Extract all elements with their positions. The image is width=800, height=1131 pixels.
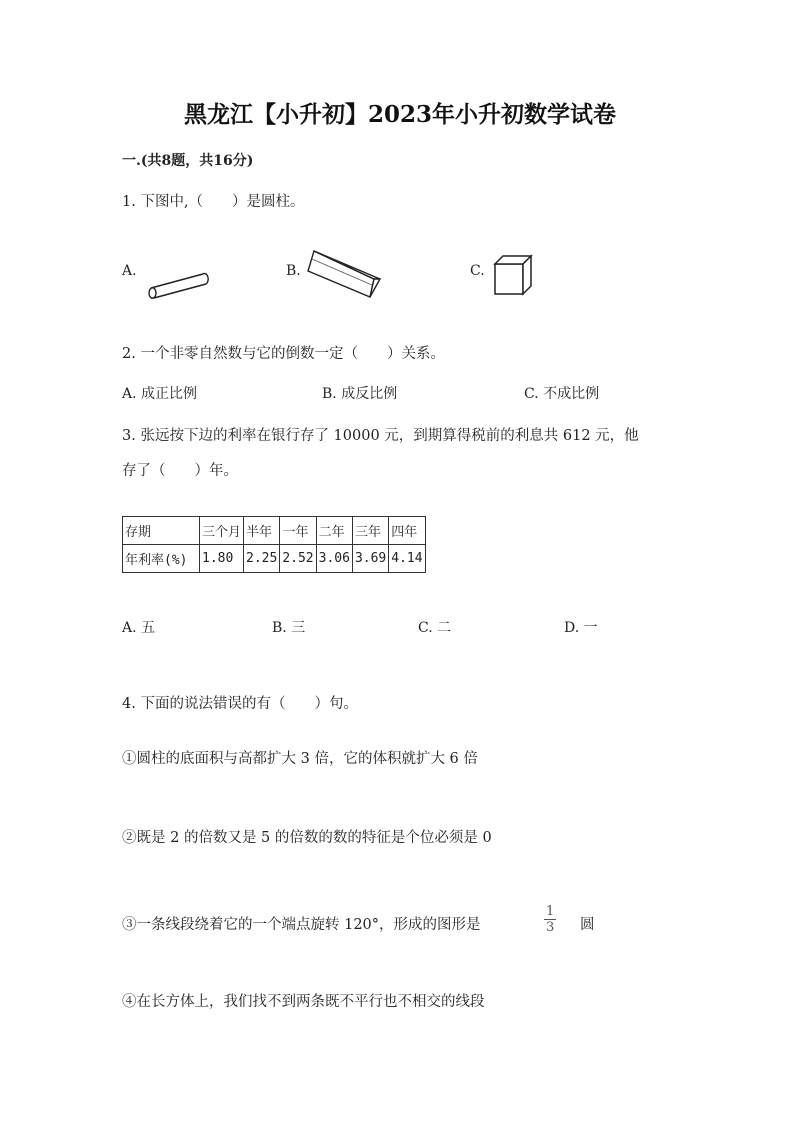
table-header-cell: 二年 bbox=[316, 517, 352, 545]
q3-option-d: D. 一 bbox=[564, 620, 598, 636]
table-cell: 3.69 bbox=[352, 545, 388, 573]
fraction-one-third bbox=[544, 904, 556, 935]
table-header-cell: 一年 bbox=[280, 517, 316, 545]
question-3-text-line1: 3. 张远按下边的利率在银行存了 10000 元，到期算得税前的利息共 612 元，他 bbox=[122, 428, 639, 444]
q1-option-a-label: A. bbox=[122, 263, 137, 279]
q3-option-a: A. 五 bbox=[122, 620, 156, 636]
fraction-denominator: 3 bbox=[546, 920, 555, 935]
table-header-row bbox=[123, 517, 426, 545]
fraction-numerator: 1 bbox=[546, 904, 555, 919]
cylinder-figure bbox=[143, 268, 213, 300]
table-cell: 2.25 bbox=[244, 545, 280, 573]
table-cell: 4.14 bbox=[389, 545, 425, 573]
table-cell: 2.52 bbox=[280, 545, 316, 573]
q1-option-c-label: C. bbox=[470, 263, 485, 279]
statement-3: ③一条线段绕着它的一个端点旋转 120°，形成的图形是 bbox=[122, 917, 481, 933]
table-header-cell: 存期 bbox=[123, 517, 200, 545]
table-cell: 年利率(%) bbox=[123, 545, 200, 573]
q2-option-c: C. 不成比例 bbox=[524, 386, 600, 402]
statement-1: ①圆柱的底面积与高都扩大 3 倍，它的体积就扩大 6 倍 bbox=[122, 751, 478, 767]
question-4-text: 4. 下面的说法错误的有（ ）句。 bbox=[122, 696, 358, 712]
statement-2: ②既是 2 的倍数又是 5 的倍数的数的特征是个位必须是 0 bbox=[122, 830, 492, 846]
table-row bbox=[123, 545, 426, 573]
statement-3-suffix: 圆 bbox=[580, 917, 595, 933]
statement-4: ④在长方体上，我们找不到两条既不平行也不相交的线段 bbox=[122, 994, 485, 1010]
q3-option-b: B. 三 bbox=[272, 620, 306, 636]
question-1-text: 1. 下图中,（ ）是圆柱。 bbox=[122, 194, 305, 210]
section-heading: 一.(共8题，共16分) bbox=[122, 153, 254, 169]
interest-rate-table bbox=[122, 516, 426, 573]
table-header-cell: 三年 bbox=[352, 517, 388, 545]
q2-option-b: B. 成反比例 bbox=[322, 386, 398, 402]
page-title: 黑龙江【小升初】2023年小升初数学试卷 bbox=[183, 101, 616, 128]
table-header-cell: 三个月 bbox=[200, 517, 244, 545]
question-2-text: 2. 一个非零自然数与它的倒数一定（ ）关系。 bbox=[122, 346, 445, 362]
table-cell: 1.80 bbox=[200, 545, 244, 573]
q1-option-b-label: B. bbox=[286, 263, 301, 279]
table-cell: 3.06 bbox=[316, 545, 352, 573]
q3-option-c: C. 二 bbox=[418, 620, 452, 636]
table-header-cell: 四年 bbox=[389, 517, 425, 545]
q2-option-a: A. 成正比例 bbox=[122, 386, 198, 402]
triangular-prism-figure bbox=[302, 245, 386, 299]
cube-figure bbox=[492, 252, 536, 298]
table-header-cell: 半年 bbox=[244, 517, 280, 545]
question-3-text-line2: 存了（ ）年。 bbox=[122, 463, 238, 479]
